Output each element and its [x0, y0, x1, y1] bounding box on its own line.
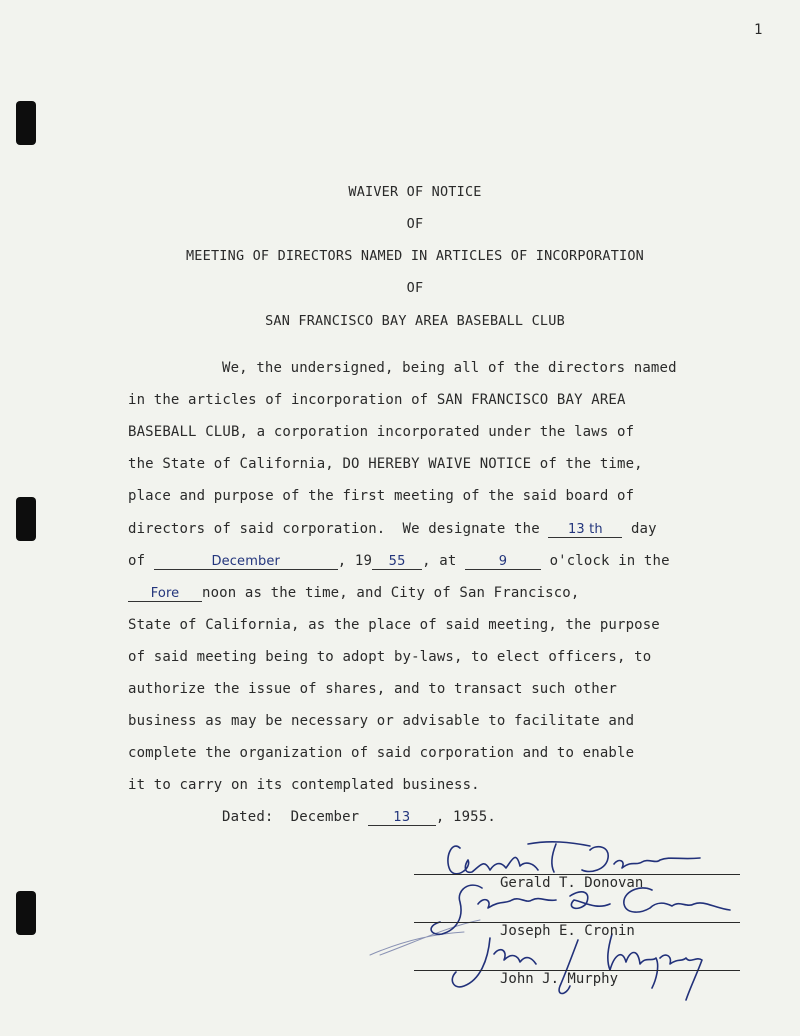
- meeting-year-field: 55: [372, 555, 422, 570]
- body-line-9: State of California, as the place of said meeting, the purpose: [128, 617, 660, 633]
- punch-hole-top: [16, 101, 36, 145]
- body-line-7: [128, 553, 670, 570]
- body-line-12: business as may be necessary or advisable to facilitate and: [128, 713, 635, 729]
- signer-name-donovan: Gerald T. Donovan: [500, 875, 644, 891]
- body-line-7-year-label: , 19: [337, 553, 373, 569]
- body-line-7-oclock: o'clock in the: [540, 553, 670, 569]
- body-line-5: place and purpose of the first meeting of the said board of: [128, 488, 635, 504]
- body-line-4: the State of California, DO HEREBY WAIVE NOTICE of the time,: [128, 456, 643, 472]
- dated-day-field: 13: [368, 811, 436, 826]
- dated-label: Dated: December: [222, 809, 368, 825]
- body-line-6-text: directors of said corporation. We designate the: [128, 521, 549, 537]
- heading-of-2: OF: [406, 280, 424, 296]
- dated-line: [222, 809, 496, 826]
- meeting-hour-field: 9: [465, 555, 541, 570]
- body-line-6: [128, 521, 657, 538]
- body-line-11: authorize the issue of shares, and to transact such other: [128, 681, 617, 697]
- body-line-3: BASEBALL CLUB, a corporation incorporated under the laws of: [128, 424, 635, 440]
- heading-waiver: WAIVER OF NOTICE: [348, 184, 482, 200]
- meeting-month-field: December: [154, 555, 338, 570]
- body-line-13: complete the organization of said corporation and to enable: [128, 745, 635, 761]
- meeting-day-field: 13 th: [548, 523, 622, 538]
- body-line-1: We, the undersigned, being all of the directors named: [222, 360, 677, 376]
- page-number: 1: [754, 22, 763, 38]
- body-line-8: [128, 585, 579, 602]
- punch-hole-middle: [16, 497, 36, 541]
- heading-meeting: MEETING OF DIRECTORS NAMED IN ARTICLES OF INCORPORATION: [185, 248, 645, 264]
- punch-hole-bottom: [16, 891, 36, 935]
- fore-noon-field: Fore: [128, 587, 202, 602]
- body-line-8-text: noon as the time, and City of San Francisco,: [202, 585, 580, 601]
- body-line-2: in the articles of incorporation of SAN FRANCISCO BAY AREA: [128, 392, 626, 408]
- dated-year: , 1955.: [435, 809, 496, 825]
- signer-name-murphy: John J. Murphy: [500, 971, 619, 987]
- body-line-7-at: , at: [422, 553, 465, 569]
- heading-club: SAN FRANCISCO BAY AREA BASEBALL CLUB: [265, 313, 565, 329]
- body-line-7-of: of: [128, 553, 154, 569]
- heading-of-1: OF: [406, 216, 424, 232]
- body-line-10: of said meeting being to adopt by-laws, to elect officers, to: [128, 649, 652, 665]
- body-line-6-day: day: [622, 521, 657, 537]
- body-line-14: it to carry on its contemplated business.: [128, 777, 480, 793]
- signer-name-cronin: Joseph E. Cronin: [500, 923, 635, 939]
